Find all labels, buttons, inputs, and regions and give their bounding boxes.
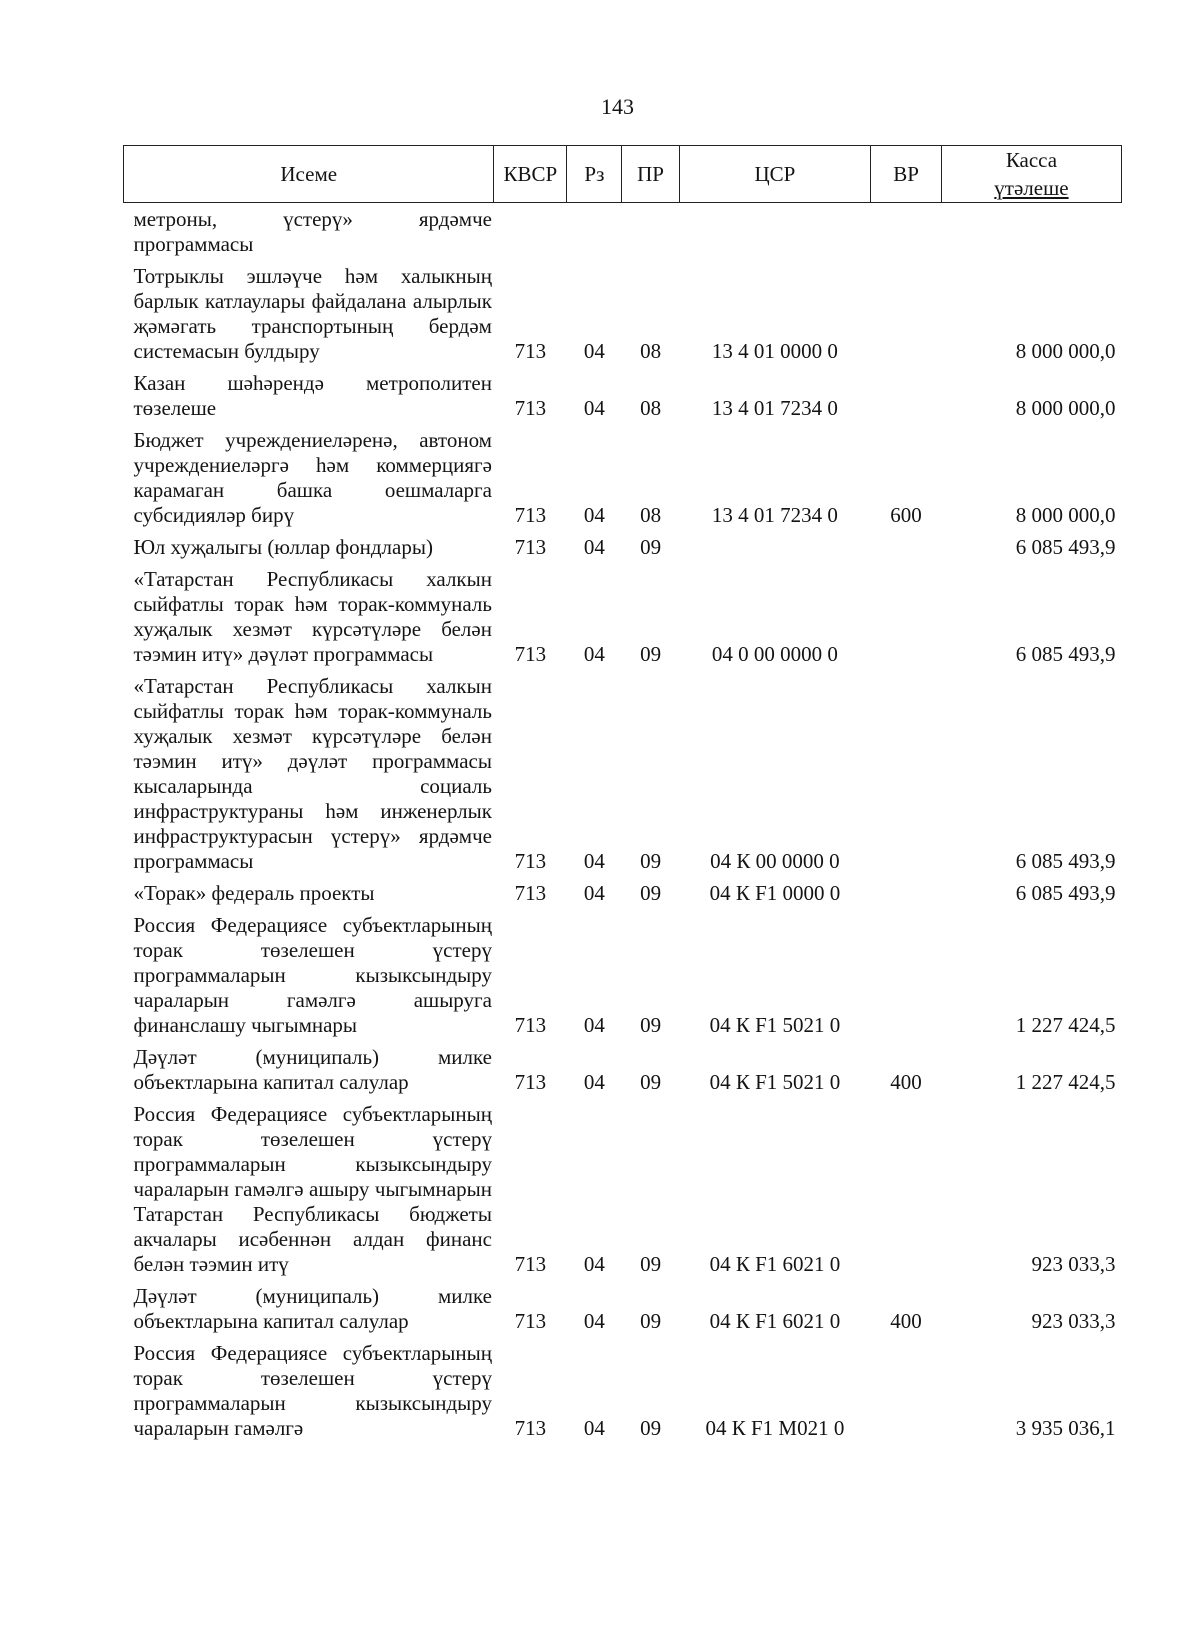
cell-kvsr: 713 [514,1013,547,1037]
cell-amount: 6 085 493,9 [1015,881,1116,905]
cell-pr: 08 [640,396,662,420]
cell-csr: 13 4 01 7234 0 [711,503,838,527]
table-row [124,531,1122,563]
cell-amount: 1 227 424,5 [1015,1070,1116,1094]
cell-amount: 8 000 000,0 [1015,396,1116,420]
cell-name: Юл хуҗалыгы (юллар фондлары) [133,535,433,559]
cell-rz: 04 [583,1252,605,1276]
cell-csr: 04 К F1 6021 0 [709,1309,841,1333]
cell-rz: 04 [583,1013,605,1037]
cell-name: Россия Федерациясе субъектларының торак төзелешен үстерү программаларын кызыксындыру чараларын гамәлгә ашыруга финанслашу чыгымнары [133,913,492,1037]
cell-rz: 04 [583,1070,605,1094]
cell-name: Россия Федерациясе субъектларының торак төзелешен үстерү программаларын кызыксындыру чараларын гамәлгә [133,1341,492,1440]
cell-kvsr: 713 [514,396,547,420]
table-row [124,670,1122,877]
cell-kvsr: 713 [514,881,547,905]
header-kvsr: КВСР [494,146,567,203]
cell-rz: 04 [583,849,605,873]
cell-rz: 04 [583,1416,605,1440]
cell-csr: 04 К F1 6021 0 [709,1252,841,1276]
table-row [124,260,1122,367]
header-amount-line2: үтәлеше [994,176,1069,200]
cell-csr: 04 К F1 5021 0 [709,1070,841,1094]
cell-vr [871,877,942,909]
header-pr: ПР [622,146,679,203]
header-amount-line1: Касса [1005,148,1058,172]
cell-name: метроны, үстерү» ярдәмче программасы [133,207,492,256]
cell-kvsr: 713 [514,849,547,873]
cell-kvsr: 713 [514,503,547,527]
cell-vr [871,531,942,563]
table-row [124,203,1122,261]
cell-rz: 04 [583,535,605,559]
cell-amount: 8 000 000,0 [1015,503,1116,527]
cell-pr: 09 [640,1070,662,1094]
cell-name: Дәүләт (муниципаль) милке объектларына капитал салулар [133,1045,492,1094]
header-vr: ВР [871,146,942,203]
cell-amount: 6 085 493,9 [1015,535,1116,559]
cell-csr: 04 К 00 0000 0 [710,849,840,873]
cell-vr [871,670,942,877]
cell-csr: 04 0 00 0000 0 [711,642,838,666]
table-row [124,367,1122,424]
cell-csr: 13 4 01 0000 0 [711,339,838,363]
cell-pr: 09 [640,1416,662,1440]
cell-pr: 09 [640,535,662,559]
cell-name: Россия Федерациясе субъектларының торак төзелешен үстерү программаларын кызыксындыру чараларын гамәлгә ашыру чыгымнарын Татарстан Республикасы бюджеты акчалары исәбеннән алдан финанс белән тәэмин итү [133,1102,492,1276]
header-amount [941,146,1121,203]
cell-rz: 04 [583,881,605,905]
cell-rz: 04 [583,503,605,527]
cell-name: Тотрыклы эшләүче һәм халыкның барлык катлаулары файдалана алырлык җәмәгать транспортының бердәм системасын булдыру [133,264,492,363]
cell-amount: 923 033,3 [1031,1309,1116,1333]
cell-rz [567,203,622,261]
table-row [124,877,1122,909]
budget-table [123,145,1122,1444]
cell-vr [871,203,942,261]
cell-kvsr: 713 [514,339,547,363]
table-body [124,203,1122,1445]
table-row [124,909,1122,1041]
cell-csr [679,531,870,563]
cell-csr: 13 4 01 7234 0 [711,396,838,420]
header-name: Исеме [124,146,494,203]
cell-amount: 3 935 036,1 [1015,1416,1116,1440]
cell-pr: 09 [640,1309,662,1333]
cell-kvsr: 713 [514,1252,547,1276]
table-header [124,146,1122,203]
cell-amount: 6 085 493,9 [1015,849,1116,873]
cell-kvsr: 713 [514,1416,547,1440]
cell-csr: 04 К F1 М021 0 [705,1416,845,1440]
cell-csr: 04 К F1 0000 0 [709,881,841,905]
cell-name: «Татарстан Республикасы халкын сыйфатлы торак һәм торак-коммуналь хуҗалык хезмәт күрсәтүләре белән тәэмин итү» дәүләт программасы [133,567,492,666]
cell-vr [871,909,942,1041]
cell-vr [871,1098,942,1280]
cell-name: «Татарстан Республикасы халкын сыйфатлы торак һәм торак-коммуналь хуҗалык хезмәт күрсәтүләре белән тәэмин итү» дәүләт программасы кысаларында социаль инфраструктураны һәм инженерлык инфраструктурасын үстерү» ярдәмче программасы [133,674,492,873]
cell-pr [622,203,679,261]
cell-kvsr: 713 [514,535,547,559]
cell-kvsr: 713 [514,1309,547,1333]
cell-vr: 400 [890,1070,922,1094]
cell-pr: 08 [640,503,662,527]
cell-amount: 8 000 000,0 [1015,339,1116,363]
cell-pr: 09 [640,849,662,873]
table-row [124,563,1122,670]
cell-amount [941,203,1121,261]
cell-pr: 09 [640,1252,662,1276]
header-csr: ЦСР [679,146,870,203]
table-row [124,1041,1122,1098]
page-number: 143 [601,94,634,119]
cell-kvsr: 713 [514,1070,547,1094]
cell-pr: 09 [640,642,662,666]
cell-vr: 400 [890,1309,922,1333]
cell-csr: 04 К F1 5021 0 [709,1013,841,1037]
cell-pr: 09 [640,1013,662,1037]
cell-kvsr: 713 [514,642,547,666]
cell-rz: 04 [583,339,605,363]
cell-name: Бюджет учреждениеләренә, автоном учреждениеләргә һәм коммерциягә карамаган башка оешмаларга субсидияләр бирү [133,428,492,527]
cell-csr [679,203,870,261]
cell-name: Дәүләт (муниципаль) милке объектларына капитал салулар [133,1284,492,1333]
table-row [124,1337,1122,1444]
cell-amount: 923 033,3 [1031,1252,1116,1276]
header-rz: Рз [567,146,622,203]
cell-rz: 04 [583,1309,605,1333]
cell-vr [871,260,942,367]
cell-amount: 1 227 424,5 [1015,1013,1116,1037]
cell-name: «Торак» федераль проекты [133,881,375,905]
cell-amount: 6 085 493,9 [1015,642,1116,666]
cell-pr: 09 [640,881,662,905]
table-row [124,1098,1122,1280]
cell-rz: 04 [583,642,605,666]
cell-vr: 600 [890,503,922,527]
cell-pr: 08 [640,339,662,363]
cell-kvsr [494,203,567,261]
table-row [124,424,1122,531]
cell-name: Казан шәһәрендә метрополитен төзелеше [133,371,492,420]
table-row [124,1280,1122,1337]
cell-vr [871,367,942,424]
cell-vr [871,563,942,670]
cell-rz: 04 [583,396,605,420]
cell-vr [871,1337,942,1444]
